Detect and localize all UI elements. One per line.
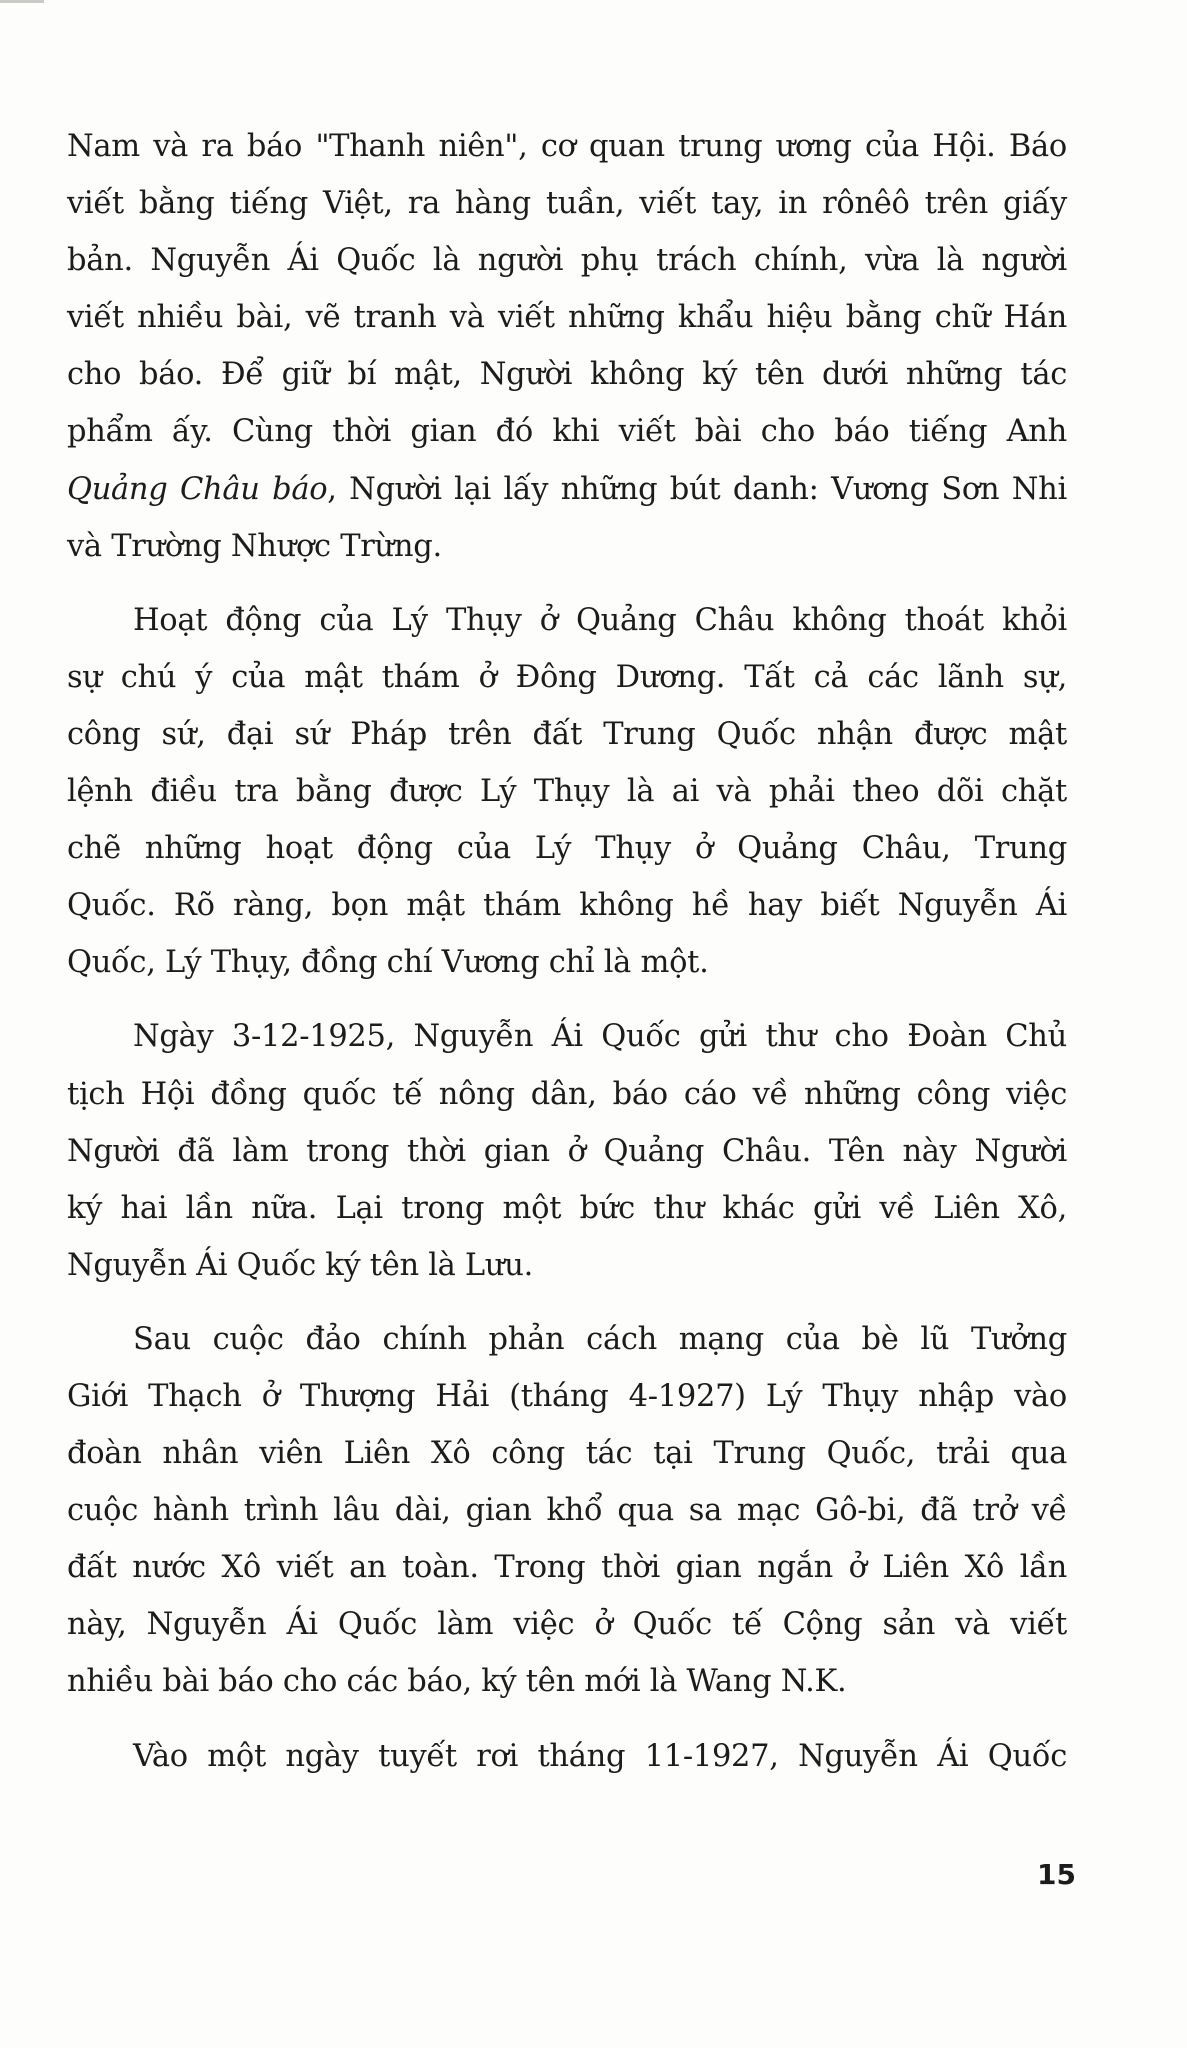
paragraph-gap xyxy=(67,575,1067,592)
text-line: và Trường Nhược Trừng. xyxy=(67,528,442,564)
page-number: 15 xyxy=(1037,1858,1076,1891)
paragraph xyxy=(67,592,1067,992)
text-line xyxy=(67,461,1067,518)
text-line: chẽ những hoạt động của Lý Thụy ở Quảng Châu, Trung xyxy=(67,831,1067,867)
text-line: công sứ, đại sứ Pháp trên đất Trung Quốc nhận được mật xyxy=(67,716,1067,752)
text-line: nhiều bài báo cho các báo, ký tên mới là Wang N.K. xyxy=(67,1664,847,1700)
text-line: Hoạt động của Lý Thụy ở Quảng Châu không thoát khỏi xyxy=(133,602,1067,638)
text-line: tịch Hội đồng quốc tế nông dân, báo cáo về những công việc xyxy=(67,1076,1067,1112)
text-line: Sau cuộc đảo chính phản cách mạng của bè lũ Tưởng xyxy=(133,1321,1067,1357)
paragraph xyxy=(67,118,1067,575)
line-rest: , Người lại lấy những bút danh: Vương Sơn Nhi xyxy=(327,471,1067,507)
text-line: bản. Nguyễn Ái Quốc là người phụ trách chính, vừa là người xyxy=(67,243,1067,279)
paragraph xyxy=(67,1728,1067,1785)
text-line: đoàn nhân viên Liên Xô công tác tại Trung Quốc, trải qua xyxy=(67,1436,1067,1472)
text-line: Vào một ngày tuyết rơi tháng 11-1927, Nguyễn Ái Quốc xyxy=(133,1738,1067,1774)
text-line: đất nước Xô viết an toàn. Trong thời gian ngắn ở Liên Xô lần xyxy=(67,1550,1067,1586)
paragraph-gap xyxy=(67,1711,1067,1728)
paragraph xyxy=(67,1311,1067,1711)
text-line: Ngày 3-12-1925, Nguyễn Ái Quốc gửi thư cho Đoàn Chủ xyxy=(133,1019,1067,1055)
body-text xyxy=(67,118,1067,1785)
paragraph xyxy=(67,1008,1067,1293)
text-line: Giới Thạch ở Thượng Hải (tháng 4-1927) Lý Thụy nhập vào xyxy=(67,1378,1067,1414)
text-line: phẩm ấy. Cùng thời gian đó khi viết bài cho báo tiếng Anh xyxy=(67,414,1067,450)
text-line: viết bằng tiếng Việt, ra hàng tuần, viết tay, in rônêô trên giấy xyxy=(67,186,1067,222)
text-line: lệnh điều tra bằng được Lý Thụy là ai và phải theo dõi chặt xyxy=(67,774,1067,810)
text-line: Người đã làm trong thời gian ở Quảng Châu. Tên này Người xyxy=(67,1133,1067,1169)
scan-edge-mark xyxy=(0,0,44,3)
text-line: Quốc. Rõ ràng, bọn mật thám không hề hay biết Nguyễn Ái xyxy=(67,888,1067,924)
text-line: ký hai lần nữa. Lại trong một bức thư khác gửi về Liên Xô, xyxy=(67,1190,1067,1226)
italic-title: Quảng Châu báo xyxy=(67,471,328,507)
text-line: sự chú ý của mật thám ở Đông Dương. Tất cả các lãnh sự, xyxy=(67,659,1067,695)
text-line: Nam và ra báo "Thanh niên", cơ quan trung ương của Hội. Báo xyxy=(67,129,1067,164)
text-line: Nguyễn Ái Quốc ký tên là Lưu. xyxy=(67,1247,533,1283)
text-line: này, Nguyễn Ái Quốc làm việc ở Quốc tế Cộng sản và viết xyxy=(67,1607,1067,1643)
text-line: Quốc, Lý Thụy, đồng chí Vương chỉ là một. xyxy=(67,945,709,981)
text-line: viết nhiều bài, vẽ tranh và viết những khẩu hiệu bằng chữ Hán xyxy=(67,300,1067,336)
paragraph-gap xyxy=(67,991,1067,1008)
text-line: cuộc hành trình lâu dài, gian khổ qua sa mạc Gô-bi, đã trở về xyxy=(67,1493,1067,1529)
paragraph-gap xyxy=(67,1294,1067,1311)
text-line: cho báo. Để giữ bí mật, Người không ký tên dưới những tác xyxy=(67,357,1067,393)
